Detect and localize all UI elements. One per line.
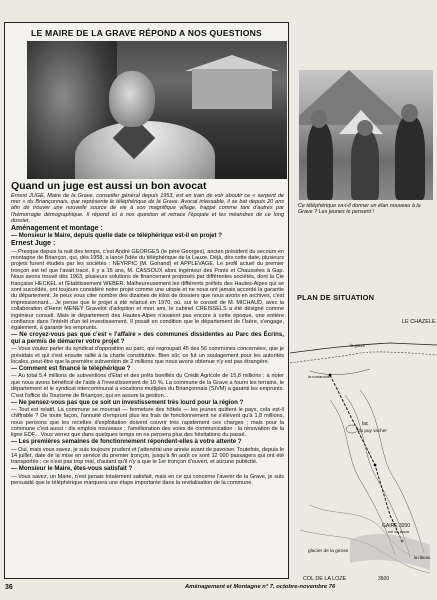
map-svg (290, 305, 437, 595)
map-label-altitude: 3600 (378, 576, 390, 582)
map-label-col-bottom: COL DE LA LOZE (303, 576, 347, 582)
situation-map (290, 305, 437, 595)
answer-1: — Presque depuis la nuit des temps, c'est André GEORGES (le père Georges), ancien président du secours en montagne de Briançon, qui, dès 1958, a lancé l'idée du téléphérique de la Lauze. Déjà, dès cette date, plusieurs projets furent étudiés par les sociétés : NEYRPIC (M. Goirand) et APPLEVAGE. Le profil actuel du premier tronçon est tel que l'avait tracé, il y a 15 ans, M. CASSOUX alors ingénieur des Ponts et Chaussées à Gap. Nous avons trouvé dès 1963, plusieurs solutions de financement proposés par différentes sociétés, dont la Cie française HECKEL et l'Etablissement WEBER. Malheureusement les différents préfets des Hautes-Alpes qui se sont succédés, ont toujours considéré notre projet comme une utopie et ne nous ont jamais accordé la garantie du département. Je peux vous citer nombre des dizaines de kilos de dossiers que nous avons en archives, c'est impressionnant... Je pense que le projet a été relancé en 1970, où, sur le conseil de M. MICHAUD, avec la collaboration d'Henri MENEY Gravelot d'adoption et mon ami, le cabinet CREISSELS a été désigné comme ingénieur conseil. Mais le département des Hautes-Alpes n'avaient pas encore à cette époque, une entière confiance dans l'intérêt d'un tel investissement. Il posait en condition que le département de l'Isère, s'engage, également, à garantir les emprunts. (11, 248, 284, 332)
section-heading: Aménagement et montage : (11, 225, 103, 233)
question-3: — Comment est financé le téléphérique ? (11, 365, 131, 373)
question-5: — Les premières semaines de fonctionnement répondent-elles à votre attente ? (11, 438, 242, 446)
map-label-gaire: GAIRE 3200 (382, 523, 411, 529)
map-label-chazelet: LE CHAZELE (402, 319, 436, 325)
question-4: — Ne pensez-vous pas que ce soit un investissement très lourd pour la région ? (11, 398, 244, 406)
map-label-col-lauze: col de lauze (388, 529, 410, 534)
answer-2: — Vous voulez parler du syndicat d'opposition au parc, qui regroupait 45 des 56 communes concernées, que je présidais et qui s'est ensuite rallié à la charte constitutive. Bien sûr, ce fut un soulagement pour les autorités locales, peut-être que la première subvention de 2 millions que nous avons obtenue n'y est pas étrangère. (11, 346, 284, 366)
answer-3: — Au total 5,4 millions de subventions d'Etat et des prêts bonifiés du Crédit Agricole de 15,8 millions ; à noter que nous avons bénéficié de l'aide à l'investissement de 10 %. La commune de la Grave a fourni les terrains, le département et le syndicat intercommunal à vocations multiples du Briançonnais (SIVM) a garanti les emprunts. C'est l'office du Tourisme de Briançon, qui en assure la gestion... (11, 373, 284, 399)
answer-4: — Tout est relatif. La commune se mourrait — fermeture des hôtels — les jeunes quittent le pays, cela est-il chiffrable ? De toute façon, l'annuité d'emprunt plus les frais de fonctionnement ne s'élèvent qu'à 1,8 millions, nous pensons que les recettes d'exploitation doivent couvrir très rapidement ces charges ; mais pour la commune c'est aussi : dix emplois nouveaux ; l'amélioration des voies de communication : la rénovation de la ligne EDF... Vous verrez que dans quelques temps on ne pensera plus des hésitations du passé. (11, 406, 284, 439)
answer-6: — Vous savez, un Maire, n'est jamais totalement satisfait, mais en ce qui concerne l'avenir de la Grave, je suis persuadé que le téléphérique marquera une étape importante dans la revitalisation de la commune. (11, 473, 284, 487)
question-2: — Ne croyez-vous pas que c'est « l'affaire » des communes dissidentes au Parc des Écrins, qui a permis de démarrer votre projet ? (11, 331, 284, 346)
map-label-grave: la grave (350, 343, 365, 348)
publication-reference: Aménagement et Montagne n° 7, octobre-novembre 76 (185, 584, 336, 590)
map-label-puy-vacher: du puy vacher (358, 428, 387, 433)
photo-caption: Ce téléphérique va-t-il donner un élan nouveau à la Grave ? Les jeunes le pensent ! (298, 203, 421, 216)
mayor-photo (27, 41, 287, 179)
question-1: — Monsieur le Maire, depuis quelle date ce téléphérique est-il en projet ? (11, 232, 222, 240)
map-label-lac: lac (362, 421, 369, 427)
speaker-name: Ernest Juge : (11, 240, 56, 248)
article-title: Quand un juge est aussi un bon avocat (11, 180, 207, 192)
young-people-photo (299, 70, 433, 200)
answer-5: — Oui, mais vous savez, je suis toujours prudent et j'attendrai une année avant de pavoiser. Toutefois, depuis le 14 juillet, date de la mise en service du premier tronçon, jusqu'à fin août ce sont 12 000 passagers qui ont été transportés ; ce n'est pas trop mal, d'autant qu'il n'y a que le 1er tronçon d'ouvert, et aucune publicité. (11, 446, 284, 466)
map-label-romanche: la romanche (308, 374, 331, 379)
map-label-rateau: la râteau (414, 555, 431, 560)
page-number: 36 (5, 584, 13, 591)
map-label-glacier: glacier de la girose (308, 549, 349, 554)
headline: LE MAIRE DE LA GRAVE RÉPOND A NOS QUESTIONS (31, 28, 262, 38)
article-lead: Ernest JUGE, Maire de la Grave, conseiller général depuis 1953, est en train de voir aboutir ce « serpent de mer » du Briançonnais, que représente le téléphérique de la Grave. Avocat inlassable, il se bat depuis 20 ans afin de trouver une nouvelle source de vie à son magnifique village, frappé comme tant d'autres par l'hémorragie démographique. Il répond ici à nos question et retrace l'épopée et les méandres de ce long dossier. (11, 192, 284, 225)
article-block (4, 22, 289, 579)
map-title: PLAN DE SITUATION (297, 293, 375, 302)
article-text (11, 181, 284, 487)
question-6: — Monsieur le Maire, êtes-vous satisfait ? (11, 465, 133, 473)
